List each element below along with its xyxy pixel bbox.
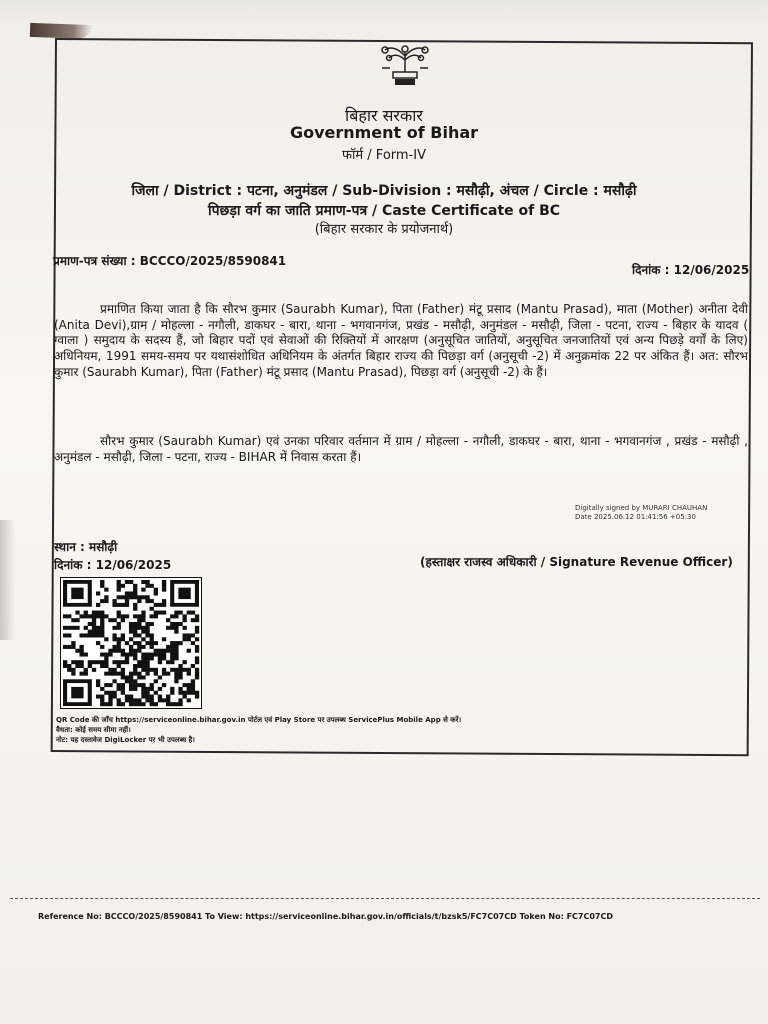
digilocker-note: नोट: यह दस्तावेज DigiLocker पर भी उपलब्ध है। [56, 736, 195, 744]
form-label: फॉर्म / Form-IV [342, 148, 426, 163]
footer-date: दिनांक : 12/06/2025 [54, 558, 172, 572]
digital-signature-signer: Digitally signed by MURARI CHAUHAN [575, 504, 708, 512]
certificate-number: प्रमाण-पत्र संख्या : BCCCO/2025/8590841 [53, 254, 287, 268]
issue-date: दिनांक : 12/06/2025 [632, 263, 750, 277]
certificate-body-paragraph: प्रमाणित किया जाता है कि सौरभ कुमार (Saurabh Kumar), पिता (Father) मंटू प्रसाद (Mantu Prasad), माता (Mother) अनीता देवी (Anita Devi),ग्राम / मोहल्ला - नगौली, डाकघर - बारा, थाना - भगवानगंज, प्रखंड - मसौढ़ी, अनुमंडल - मसौढ़ी, जिला - पटना, राज्य - बिहार के यादव ( ग्वाला ) समुदाय के सदस्य हैं, जो बिहार पदों एवं सेवाओं की रिक्तियों में आरक्षण (अनुसूचित जातियों, अनुसूचित जनजातियों एवं अन्य पिछड़े वर्गों के लिए) अधिनियम, 1991 समय-समय पर यथासंशोधित अधिनियम के अंतर्गत बिहार राज्य की पिछड़ा वर्ग (अनुसूची -2) में अनुक्रमांक 22 पर अंकित हैं। अत: सौरभ कुमार (Saurabh Kumar), पिता (Father) मंटू प्रसाद (Mantu Prasad), पिछड़ा वर्ग (अनुसूची -2) के हैं। [54, 302, 748, 379]
certificate-title: पिछड़ा वर्ग का जाति प्रमाण-पत्र / Caste Certificate of BC [207, 203, 561, 219]
validity-note: वैधता: कोई समय सीमा नहीं। [56, 726, 131, 734]
place-label: स्थान : मसौढ़ी [54, 540, 118, 554]
page-top-band [0, 0, 768, 28]
signature-label: (हस्ताक्षर राजस्व अधिकारी / Signature Revenue Officer) [420, 555, 733, 569]
residence-paragraph: सौरभ कुमार (Saurabh Kumar) एवं उनका परिवार वर्तमान में ग्राम / मोहल्ला - नगौली, डाकघर - बारा, थाना - भगवानगंज , प्रखंड - मसौढ़ी , अनुमंडल - मसौढ़ी, जिला - पटना, राज्य - BIHAR में निवास करता हैं। [54, 434, 748, 464]
verification-notes [56, 715, 461, 745]
reference-line: Reference No: BCCCO/2025/8590841 To View: https://serviceonline.bihar.gov.in/officials/t/bzsk5/FC7C07CD Token No: FC7C07CD [38, 912, 614, 921]
divider [10, 898, 760, 899]
certificate-purpose: (बिहार सरकार के प्रयोजनार्थ) [314, 222, 454, 237]
bihar-emblem-icon [376, 40, 434, 86]
finger-shadow [30, 23, 92, 39]
place-date-block [54, 538, 171, 574]
govt-hindi-heading: बिहार सरकार [345, 106, 423, 125]
govt-english-heading: Government of Bihar [289, 123, 479, 142]
qr-note: QR Code की जाँच https://serviceonline.bihar.gov.in पोर्टल एवं Play Store पर उपलब्ध ServicePlus Mobile App से करें। [56, 716, 462, 724]
digital-signature [575, 504, 707, 522]
qr-code[interactable] [60, 577, 202, 709]
digital-signature-date: Date 2025.06.12 01:41:56 +05:30 [575, 513, 696, 521]
district-line: जिला / District : पटना, अनुमंडल / Sub-Division : मसौढ़ी, अंचल / Circle : मसौढ़ी [131, 183, 637, 199]
qr-code-icon [61, 578, 201, 708]
edge-shadow [0, 520, 16, 640]
